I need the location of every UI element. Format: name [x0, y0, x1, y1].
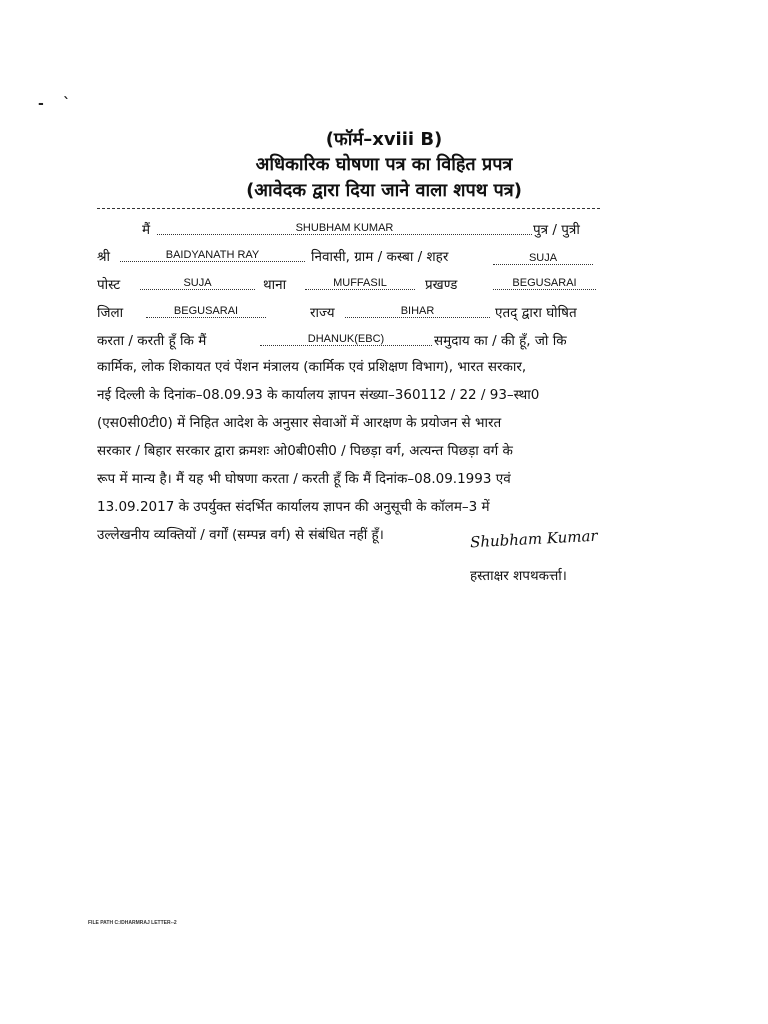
scan-marks: - ` [38, 96, 71, 112]
handwritten-signature: Shubham Kumar [469, 526, 599, 552]
post-field: SUJA [140, 277, 255, 290]
applicant-name-field: SHUBHAM KUMAR [157, 222, 532, 235]
body-line: 13.09.2017 के उपर्युक्त संदर्भित कार्यालय ज्ञापन की अनुसूची के कॉलम–3 में [97, 499, 490, 515]
file-path-footer: FILE PATH C:/DHARMRAJ LETTER--2 [88, 920, 177, 926]
line5-prefix: करता / करती हूँ कि मैं [97, 333, 207, 349]
father-name-field: BAIDYANATH RAY [120, 249, 305, 262]
body-line: उल्लेखनीय व्यक्तियों / वर्गों (सम्पन्न वर्ग) से संबंधित नहीं हूँ। [97, 527, 384, 543]
signature-label: हस्ताक्षर शपथकर्त्ता। [470, 568, 567, 584]
form-number: (फॉर्म–xviii B) [325, 129, 443, 150]
line5-suffix: समुदाय का / की हूँ, जो कि [434, 333, 567, 349]
body-line: सरकार / बिहार सरकार द्वारा क्रमशः ओ0बी0सी0 / पिछड़ा वर्ग, अत्यन्त पिछड़ा वर्ग के [97, 443, 513, 459]
line4-prefix: जिला [97, 305, 124, 321]
title-divider [97, 208, 600, 209]
form-title: अधिकारिक घोषणा पत्र का विहित प्रपत्र [255, 154, 513, 175]
line4-suffix: एतद् द्वारा घोषित [495, 305, 577, 321]
thana-field: MUFFASIL [305, 277, 415, 290]
line1-suffix: पुत्र / पुत्री [533, 222, 580, 238]
line2-prefix: श्री [97, 249, 111, 265]
line1-prefix: मैं [142, 222, 151, 238]
state-field: BIHAR [345, 305, 490, 318]
line3-prefix: पोस्ट [97, 277, 121, 293]
block-field: BEGUSARAI [493, 277, 596, 290]
line2-mid: निवासी, ग्राम / कस्बा / शहर [311, 249, 449, 265]
body-line: (एस0सी0टी0) में निहित आदेश के अनुसार सेवाओं में आरक्षण के प्रयोजन से भारत [97, 415, 502, 431]
body-line: कार्मिक, लोक शिकायत एवं पेंशन मंत्रालय (कार्मिक एवं प्रशिक्षण विभाग), भारत सरकार, [97, 359, 527, 375]
line3-mid2: प्रखण्ड [425, 277, 458, 293]
village-field: SUJA [493, 252, 593, 265]
body-line: रूप में मान्य है। मैं यह भी घोषणा करता / करती हूँ कि मैं दिनांक–08.09.1993 एवं [97, 471, 511, 487]
line4-mid: राज्य [310, 305, 335, 321]
line3-mid: थाना [263, 277, 287, 293]
body-line: नई दिल्ली के दिनांक–08.09.93 के कार्यालय ज्ञापन संख्या–360112 / 22 / 93–स्था0 [97, 387, 540, 403]
community-field: DHANUK(EBC) [260, 333, 432, 346]
form-subtitle: (आवेदक द्वारा दिया जाने वाला शपथ पत्र) [246, 180, 522, 201]
district-field: BEGUSARAI [146, 305, 266, 318]
